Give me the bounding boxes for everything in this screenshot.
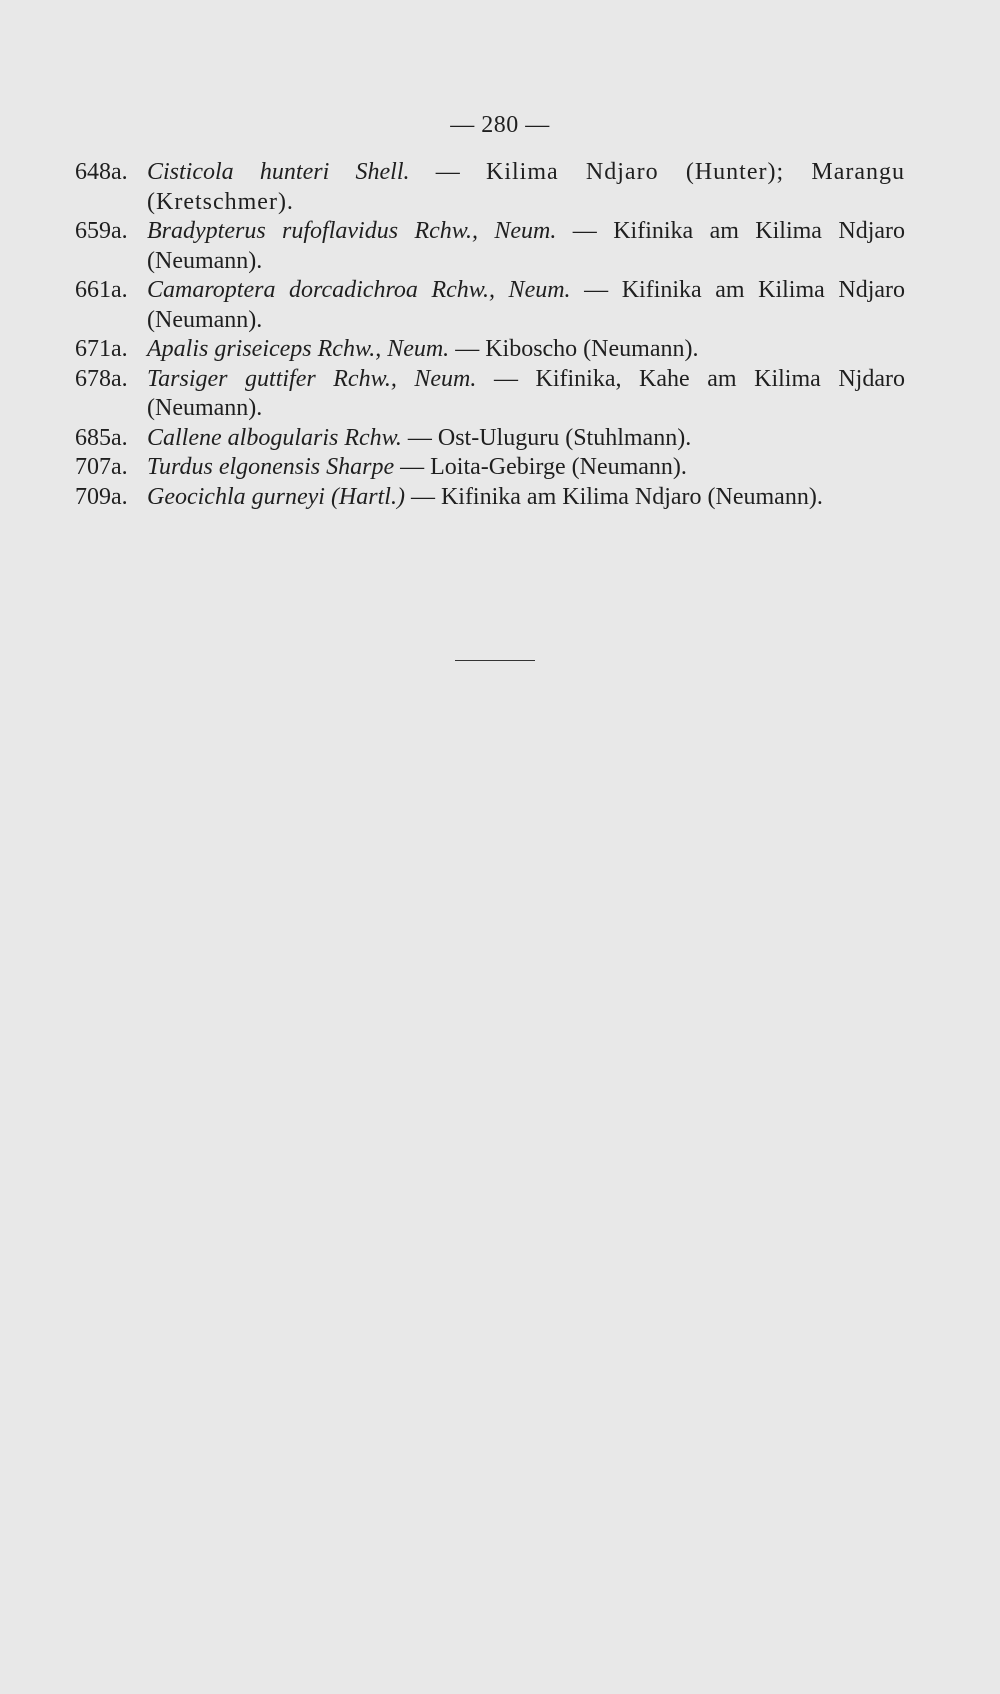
species-name: Geocichla gurneyi (Hartl.)	[147, 483, 405, 510]
list-item	[75, 217, 905, 276]
entry-separator: —	[394, 454, 431, 480]
list-item	[75, 158, 905, 217]
section-divider	[455, 660, 535, 661]
locality-text: Ost-Uluguru (Stuhlmann).	[437, 424, 692, 451]
entry-number: 671a.	[75, 336, 128, 362]
entry-number: 659a.	[75, 218, 128, 244]
entry-number: 678a.	[75, 365, 128, 392]
species-name: Camaroptera dorcadichroa Rchw., Neum.	[147, 277, 571, 303]
entry-number: 648a.	[75, 159, 128, 185]
entry-separator: —	[449, 336, 486, 362]
list-item	[75, 483, 905, 513]
species-name: Tarsiger guttifer Rchw., Neum.	[147, 365, 477, 392]
locality-text: Kifinika am Kilima Ndjaro (Neumann).	[147, 277, 906, 333]
list-item	[75, 335, 905, 365]
species-list	[75, 158, 905, 512]
entry-separator: —	[476, 365, 536, 392]
entry-separator: —	[556, 218, 614, 244]
species-name: Cisticola hunteri Shell.	[147, 159, 410, 185]
species-name: Turdus elgonensis Sharpe	[147, 454, 395, 480]
species-name: Apalis griseiceps Rchw., Neum.	[147, 336, 450, 362]
entry-number: 709a.	[75, 483, 128, 510]
locality-text: Kifinika, Kahe am Kilima Njdaro (Neumann).	[147, 365, 905, 421]
species-name: Bradypterus rufoflavidus Rchw., Neum.	[147, 218, 557, 244]
locality-text: Kifinika am Kilima Ndjaro (Neumann).	[147, 218, 906, 274]
locality-text: Loita-Gebirge (Neumann).	[430, 454, 687, 480]
page-number: — 280 —	[450, 112, 550, 138]
locality-text: Kifinika am Kilima Ndjaro (Neumann).	[440, 483, 823, 510]
locality-text: Kilima Ndjaro (Hunter); Marangu (Kretschmer).	[147, 159, 906, 215]
entry-number: 661a.	[75, 277, 128, 303]
list-item	[75, 424, 905, 454]
entry-number: 685a.	[75, 424, 128, 451]
list-item	[75, 276, 905, 335]
locality-text: Kiboscho (Neumann).	[485, 336, 699, 362]
entry-separator: —	[401, 424, 438, 451]
species-name: Callene albogularis Rchw.	[147, 424, 402, 451]
entry-separator: —	[404, 483, 441, 510]
entry-separator: —	[409, 159, 487, 185]
list-item	[75, 365, 905, 424]
entry-number: 707a.	[75, 454, 128, 480]
list-item	[75, 453, 905, 483]
entry-separator: —	[570, 277, 622, 303]
